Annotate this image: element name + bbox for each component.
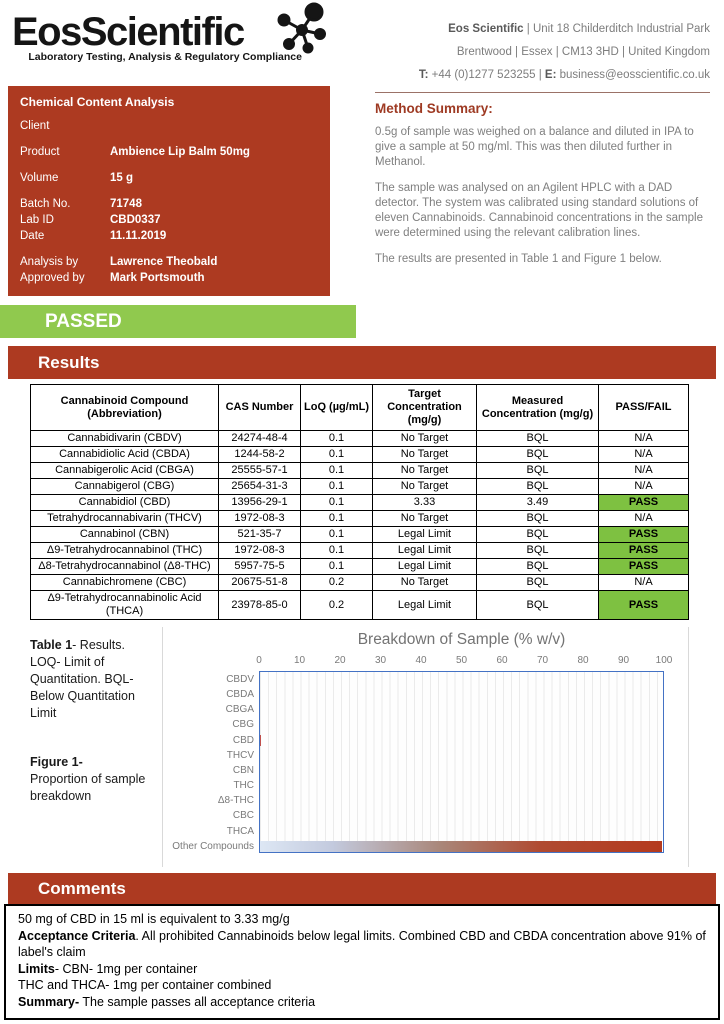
table-cell: BQL <box>477 431 599 447</box>
category-label: THC <box>233 780 254 792</box>
table-row <box>31 575 689 591</box>
table-cell: 1972-08-3 <box>219 543 301 559</box>
column-header: Cannabinoid Compound (Abbreviation) <box>31 385 219 431</box>
top-section <box>0 86 724 296</box>
pass-fail-cell: N/A <box>599 463 689 479</box>
method-paragraph: The results are presented in Table 1 and Figure 1 below. <box>375 253 662 265</box>
comment-line: 50 mg of CBD in 15 ml is equivalent to 3.33 mg/g <box>18 912 290 926</box>
table-cell: Cannabidivarin (CBDV) <box>31 431 219 447</box>
results-table-header <box>31 385 689 431</box>
table-cell: No Target <box>373 431 477 447</box>
company-logo <box>12 10 312 84</box>
contact-email: business@eosscientific.co.uk <box>556 69 710 81</box>
info-field-labid: Lab ID CBD0337 <box>20 214 161 226</box>
method-summary-title: Method Summary: <box>375 101 493 116</box>
table-cell: BQL <box>477 575 599 591</box>
chart-row <box>260 733 663 748</box>
chart-row <box>260 793 663 808</box>
chart-plot-wrap <box>256 655 673 854</box>
table-cell: 521-35-7 <box>219 527 301 543</box>
table-cell: 3.33 <box>373 495 477 511</box>
results-section-header: Results <box>8 346 716 379</box>
x-tick-label: 100 <box>655 655 673 666</box>
table-cell: Cannabidiol (CBD) <box>31 495 219 511</box>
table-cell: No Target <box>373 479 477 495</box>
table-cell: BQL <box>477 511 599 527</box>
table-cell: 0.1 <box>301 447 373 463</box>
pass-fail-cell: N/A <box>599 479 689 495</box>
pass-fail-cell: PASS <box>599 559 689 575</box>
contact-phone-email: T: +44 (0)1277 523255 | E: business@eosscientific.co.uk <box>418 69 710 81</box>
table-cell: Cannabichromene (CBC) <box>31 575 219 591</box>
category-label: CBDV <box>226 674 254 685</box>
molecule-icon <box>264 2 326 60</box>
table-note: Table 1- Results. LOQ- Limit of Quantitation. BQL- Below Quantitation Limit <box>30 638 135 720</box>
column-header: LoQ (µg/mL) <box>301 385 373 431</box>
chart-row <box>260 717 663 732</box>
table-cell: Cannabinol (CBN) <box>31 527 219 543</box>
column-header: Target Concentration (mg/g) <box>373 385 477 431</box>
info-field-approved-by: Approved by Mark Portsmouth <box>20 272 205 284</box>
table-cell: Δ9-Tetrahydrocannabinol (THC) <box>31 543 219 559</box>
table-cell: BQL <box>477 591 599 620</box>
x-tick-label: 0 <box>256 655 262 666</box>
x-tick-label: 70 <box>536 655 549 666</box>
table-row <box>31 447 689 463</box>
comment-line: Limits- CBN- 1mg per container <box>18 961 198 976</box>
column-header: PASS/FAIL <box>599 385 689 431</box>
table-cell: Legal Limit <box>373 527 477 543</box>
chart-row <box>260 687 663 702</box>
category-label: Δ8-THC <box>217 795 254 807</box>
table-cell: 13956-29-1 <box>219 495 301 511</box>
chart-bar <box>260 735 261 746</box>
comment-line: Summary- The sample passes all acceptance criteria <box>18 994 316 1009</box>
header-row <box>31 385 689 431</box>
table-cell: BQL <box>477 479 599 495</box>
method-summary <box>375 86 710 296</box>
table-cell: Cannabigerolic Acid (CBGA) <box>31 463 219 479</box>
category-label: CBN <box>232 764 254 776</box>
table-cell: BQL <box>477 543 599 559</box>
chart-x-axis <box>256 655 673 671</box>
category-label: CBG <box>232 719 254 731</box>
table-cell: No Target <box>373 511 477 527</box>
table-cell: 0.1 <box>301 479 373 495</box>
x-tick-label: 20 <box>334 655 346 666</box>
table-cell: 0.1 <box>301 495 373 511</box>
figure-section <box>0 627 724 867</box>
table-cell: 0.1 <box>301 559 373 575</box>
chart-bar <box>260 841 662 852</box>
table-row <box>31 527 689 543</box>
table-cell: 0.1 <box>301 527 373 543</box>
comments-box <box>4 904 720 1020</box>
chart-row <box>260 839 663 854</box>
chart-body <box>163 655 688 854</box>
table-row <box>31 495 689 511</box>
column-header: Measured Concentration (mg/g) <box>477 385 599 431</box>
x-tick-label: 10 <box>293 655 306 666</box>
x-tick-label: 80 <box>577 655 589 666</box>
method-paragraph: The sample was analysed on an Agilent HPLC with a DAD detector. The system was calibrated using standard solutions of eleven Cannabinoids. Cannabinoid concentrations in the sample were determined using the relevant calibration lines. <box>375 182 703 239</box>
chart-row <box>260 824 663 839</box>
table-cell: 0.1 <box>301 463 373 479</box>
table-cell: Legal Limit <box>373 591 477 620</box>
column-header: CAS Number <box>219 385 301 431</box>
pass-fail-cell: N/A <box>599 431 689 447</box>
info-field-volume: Volume 15 g <box>20 172 134 184</box>
category-label: CBD <box>232 734 254 746</box>
category-label: Other Compounds <box>172 840 254 852</box>
info-field-analysis-by: Analysis by Lawrence Theobald <box>20 256 218 268</box>
pass-fail-cell: N/A <box>599 575 689 591</box>
table-cell: 20675-51-8 <box>219 575 301 591</box>
figure-note: Figure 1- Proportion of sample breakdown <box>30 755 146 803</box>
table-cell: 24274-48-4 <box>219 431 301 447</box>
table-cell: No Target <box>373 447 477 463</box>
comment-line: Acceptance Criteria. All prohibited Cannabinoids below legal limits. Combined CBD and CBDA concentration above 91% of label's claim <box>18 928 706 959</box>
pass-fail-cell: PASS <box>599 495 689 511</box>
table-cell: 0.2 <box>301 575 373 591</box>
pass-fail-cell: N/A <box>599 447 689 463</box>
comments-section-header: Comments <box>8 873 716 904</box>
table-cell: 25555-57-1 <box>219 463 301 479</box>
contact-block <box>419 10 710 84</box>
chart-row <box>260 808 663 823</box>
chart-row <box>260 778 663 793</box>
results-table-body <box>31 431 689 620</box>
x-tick-label: 30 <box>374 655 387 666</box>
status-banner-passed: PASSED <box>0 305 356 338</box>
pass-fail-cell: PASS <box>599 527 689 543</box>
results-table <box>30 384 689 620</box>
figure-notes <box>0 627 162 867</box>
comment-line: THC and THCA- 1mg per container combined <box>18 978 272 992</box>
category-label: THCA <box>226 825 254 837</box>
chart-row <box>260 672 663 687</box>
info-field-client: Client <box>20 120 50 132</box>
table-cell: Legal Limit <box>373 543 477 559</box>
chart-title: Breakdown of Sample (% w/v) <box>357 631 566 648</box>
chart-row <box>260 748 663 763</box>
sample-breakdown-chart <box>162 627 689 867</box>
x-tick-label: 50 <box>455 655 468 666</box>
method-paragraph: 0.5g of sample was weighed on a balance and diluted in IPA to give a sample at 50 mg/ml. This was then diluted further in Methanol. <box>375 126 694 168</box>
method-divider <box>375 92 710 93</box>
category-label: THCV <box>226 749 254 761</box>
category-label: CBGA <box>225 704 254 716</box>
table-cell: No Target <box>373 575 477 591</box>
table-row <box>31 559 689 575</box>
table-row <box>31 543 689 559</box>
x-tick-label: 40 <box>415 655 427 666</box>
table-cell: 0.1 <box>301 431 373 447</box>
table-cell: Δ9-Tetrahydrocannabinolic Acid (THCA) <box>31 591 219 620</box>
contact-address-line1: Eos Scientific | Unit 18 Childerditch Industrial Park <box>448 23 710 35</box>
info-field-product: Product Ambience Lip Balm 50mg <box>20 146 250 158</box>
table-cell: 0.1 <box>301 511 373 527</box>
contact-address-line2: Brentwood | Essex | CM13 3HD | United Kingdom <box>456 46 710 58</box>
table-cell: No Target <box>373 463 477 479</box>
header <box>0 0 724 84</box>
table-cell: 3.49 <box>477 495 599 511</box>
table-cell: Legal Limit <box>373 559 477 575</box>
table-cell: Cannabidiolic Acid (CBDA) <box>31 447 219 463</box>
chart-row <box>260 702 663 717</box>
category-label: CBDA <box>226 689 254 701</box>
table-cell: BQL <box>477 527 599 543</box>
chart-category-labels <box>163 655 254 854</box>
info-field-date: Date 11.11.2019 <box>20 230 167 242</box>
pass-fail-cell: PASS <box>599 543 689 559</box>
table-row <box>31 479 689 495</box>
table-cell: BQL <box>477 447 599 463</box>
x-tick-label: 90 <box>617 655 630 666</box>
table-cell: Cannabigerol (CBG) <box>31 479 219 495</box>
table-cell: 0.2 <box>301 591 373 620</box>
logo-wordmark: EosScientific <box>12 10 244 54</box>
table-row <box>31 591 689 620</box>
table-cell: BQL <box>477 559 599 575</box>
sample-info-box <box>8 86 330 296</box>
table-cell: 5957-75-5 <box>219 559 301 575</box>
table-row <box>31 511 689 527</box>
table-cell: BQL <box>477 463 599 479</box>
table-cell: Tetrahydrocannabivarin (THCV) <box>31 511 219 527</box>
table-cell: 25654-31-3 <box>219 479 301 495</box>
chart-row <box>260 763 663 778</box>
chart-plot-area <box>259 671 664 853</box>
table-cell: 0.1 <box>301 543 373 559</box>
table-cell: Δ8-Tetrahydrocannabinol (Δ8-THC) <box>31 559 219 575</box>
pass-fail-cell: N/A <box>599 511 689 527</box>
table-row <box>31 463 689 479</box>
category-label: CBC <box>232 810 254 822</box>
info-box-title: Chemical Content Analysis <box>20 95 175 109</box>
pass-fail-cell: PASS <box>599 591 689 620</box>
logo-tagline: Laboratory Testing, Analysis & Regulatory Compliance <box>28 51 302 63</box>
x-tick-label: 60 <box>496 655 508 666</box>
table-cell: 23978-85-0 <box>219 591 301 620</box>
info-field-batch: Batch No. 71748 <box>20 198 142 210</box>
table-cell: 1972-08-3 <box>219 511 301 527</box>
table-cell: 1244-58-2 <box>219 447 301 463</box>
table-row <box>31 431 689 447</box>
